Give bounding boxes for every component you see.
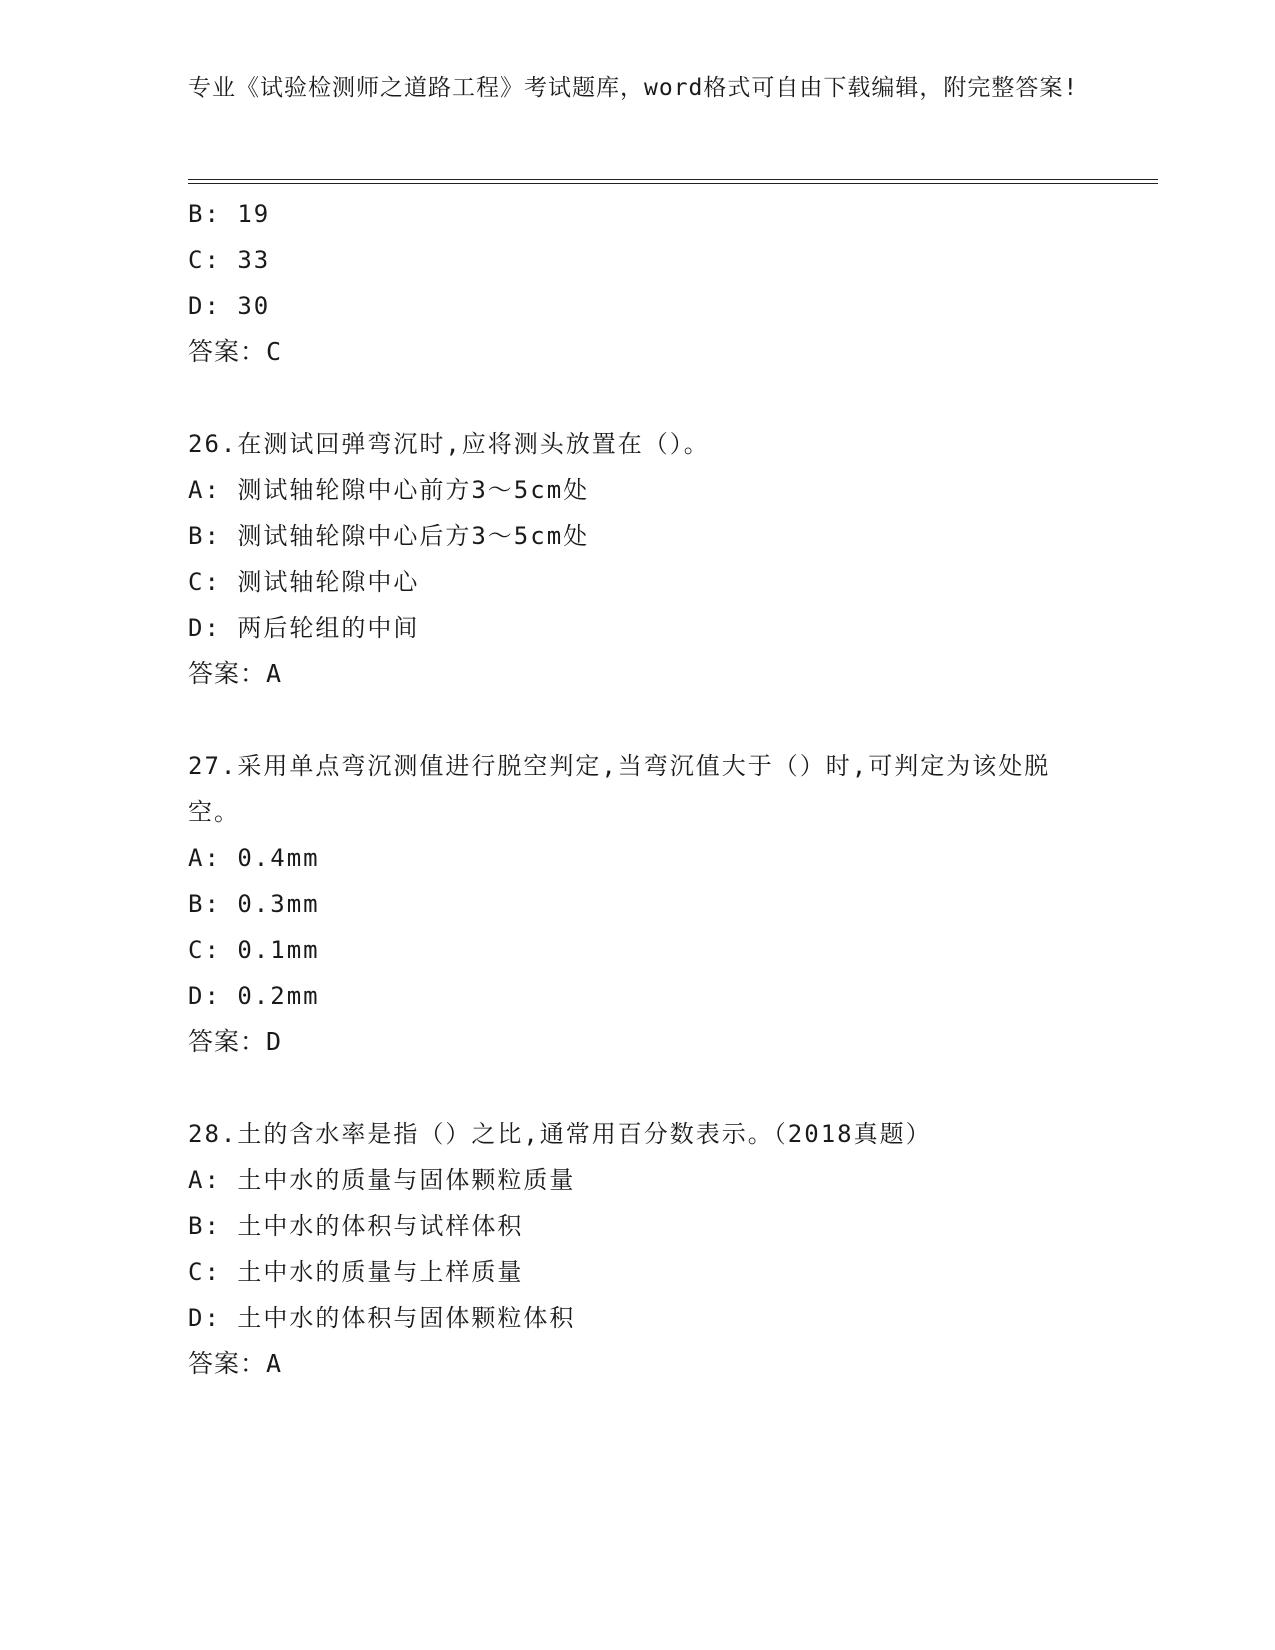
prev-question-block: [188, 191, 1088, 375]
option-text: 30: [237, 292, 271, 320]
option-label: D:: [188, 1304, 221, 1332]
question-27: [188, 743, 1088, 1065]
answer-value: C: [266, 337, 283, 366]
option-b: [188, 1203, 1088, 1249]
option-label: D:: [188, 614, 221, 642]
question-stem: 28.土的含水率是指（）之比,通常用百分数表示。（2018真题）: [188, 1120, 932, 1148]
option-c: [188, 927, 1088, 973]
option-a: [188, 467, 1088, 513]
answer-line: [188, 1019, 1088, 1065]
option-label: A:: [188, 844, 221, 872]
option-label: C:: [188, 246, 221, 274]
option-text: 土中水的质量与固体颗粒质量: [237, 1166, 576, 1194]
option-text: 测试轴轮隙中心后方3～5cm处: [237, 522, 590, 550]
option-d: [188, 973, 1088, 1019]
option-label: D:: [188, 982, 221, 1010]
option-text: 两后轮组的中间: [237, 614, 420, 642]
option-text: 33: [237, 246, 271, 274]
answer-label: 答案：: [188, 337, 267, 366]
option-text: 0.3mm: [237, 890, 320, 918]
header-divider-top: [188, 179, 1158, 180]
spacer: [188, 1065, 1088, 1111]
question-stem: 26.在测试回弹弯沉时,应将测头放置在（）。: [188, 430, 710, 458]
option-a: [188, 835, 1088, 881]
option-label: C:: [188, 568, 221, 596]
answer-line: [188, 651, 1088, 697]
option-text: 0.4mm: [237, 844, 320, 872]
option-label: B:: [188, 522, 221, 550]
option-text: 土中水的质量与上样质量: [237, 1258, 524, 1286]
option-label: D:: [188, 292, 221, 320]
question-26: [188, 421, 1088, 697]
answer-line: [188, 1341, 1088, 1387]
answer-label: 答案：: [188, 1349, 267, 1378]
option-text: 19: [237, 200, 271, 228]
document-header: 专业《试验检测师之道路工程》考试题库，word格式可自由下载编辑，附完整答案!: [188, 75, 1079, 101]
option-d: [188, 1295, 1088, 1341]
option-a: [188, 1157, 1088, 1203]
option-label: C:: [188, 936, 221, 964]
option-b: [188, 881, 1088, 927]
answer-value: A: [266, 659, 283, 688]
option-label: C:: [188, 1258, 221, 1286]
option-label: B:: [188, 890, 221, 918]
option-label: A:: [188, 1166, 221, 1194]
answer-line: [188, 329, 1088, 375]
answer-value: D: [266, 1027, 283, 1056]
option-label: B:: [188, 200, 221, 228]
option-text: 0.2mm: [237, 982, 320, 1010]
option-c: [188, 1249, 1088, 1295]
answer-label: 答案：: [188, 659, 267, 688]
option-text: 土中水的体积与试样体积: [237, 1212, 524, 1240]
option-d: [188, 283, 1088, 329]
question-28: [188, 1111, 1088, 1387]
option-label: A:: [188, 476, 221, 504]
option-text: 测试轴轮隙中心前方3～5cm处: [237, 476, 590, 504]
option-b: [188, 191, 1088, 237]
option-text: 测试轴轮隙中心: [237, 568, 420, 596]
option-text: 土中水的体积与固体颗粒体积: [237, 1304, 576, 1332]
option-c: [188, 559, 1088, 605]
option-c: [188, 237, 1088, 283]
option-b: [188, 513, 1088, 559]
header-divider-bottom: [188, 183, 1158, 184]
spacer: [188, 375, 1088, 421]
option-label: B:: [188, 1212, 221, 1240]
option-text: 0.1mm: [237, 936, 320, 964]
answer-value: A: [266, 1349, 283, 1378]
option-d: [188, 605, 1088, 651]
question-list: [188, 191, 1088, 1387]
question-stem: 27.采用单点弯沉测值进行脱空判定,当弯沉值大于（）时,可判定为该处脱空。: [188, 752, 1051, 826]
spacer: [188, 697, 1088, 743]
answer-label: 答案：: [188, 1027, 267, 1056]
